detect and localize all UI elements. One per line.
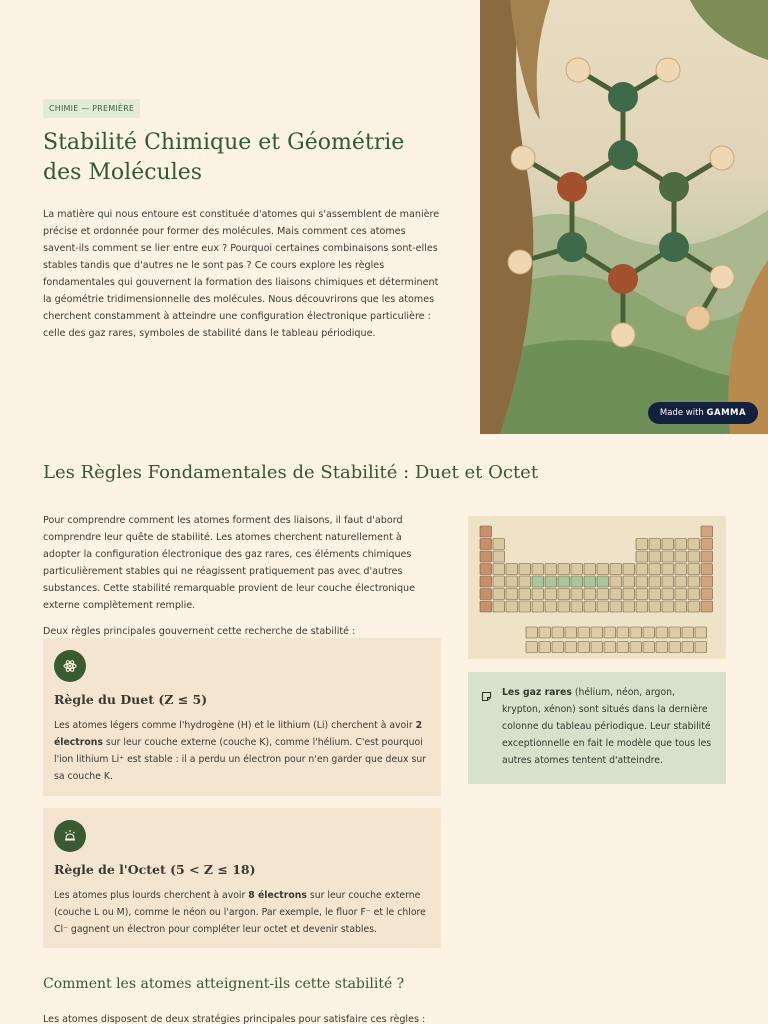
periodic-cell: [571, 564, 583, 575]
badge-brand: GAMMA: [706, 408, 747, 418]
duet-rule-text: Les atomes légers comme l'hydrogène (H) et le lithium (Li) cherchent à avoir 2 électrons sur leur couche externe (couche K), comme l'hélium. C'est pourquoi l'ion lithium Li⁺ est stable : il a perdu un électron pour n'en garder que deux sur sa couche K.: [54, 720, 427, 782]
periodic-cell: [532, 576, 544, 587]
periodic-cell: [545, 576, 557, 587]
periodic-cell: [506, 564, 518, 575]
periodic-cell: [675, 601, 687, 612]
periodic-cell: [610, 564, 622, 575]
periodic-cell: [506, 601, 518, 612]
note-icon: [481, 687, 492, 706]
periodic-cell: [688, 551, 700, 562]
periodic-cell: [675, 576, 687, 587]
periodic-cell: [545, 564, 557, 575]
periodic-cell: [597, 589, 609, 600]
periodic-cell-lanthanide: [539, 642, 551, 653]
periodic-cell-lanthanide: [630, 642, 642, 653]
periodic-cell-lanthanide: [526, 627, 538, 638]
periodic-cell: [480, 526, 492, 537]
periodic-cell: [636, 564, 648, 575]
page-title: Stabilité Chimique et Géométrie des Molécules: [43, 130, 405, 185]
periodic-cell: [558, 564, 570, 575]
periodic-cell: [597, 564, 609, 575]
periodic-cell: [675, 564, 687, 575]
periodic-cell: [506, 576, 518, 587]
periodic-cell-lanthanide: [578, 627, 590, 638]
duet-rule-title: Règle du Duet (Z ≤ 5): [54, 692, 208, 707]
periodic-cell-lanthanide: [630, 627, 642, 638]
periodic-cell: [506, 589, 518, 600]
periodic-cell: [701, 564, 713, 575]
periodic-cell: [636, 601, 648, 612]
subject-tag: CHIMIE — PREMIÈRE: [43, 99, 140, 118]
periodic-cell: [701, 589, 713, 600]
hero-text: [43, 96, 443, 342]
subsection-lead: Les atomes disposent de deux stratégies principales pour satisfaire ces règles :: [43, 1014, 426, 1024]
periodic-cell: [649, 576, 661, 587]
intro-paragraph: La matière qui nous entoure est constituée d'atomes qui s'assemblent de manière précise et ordonnée pour former des molécules. Mais comment ces atomes savent-ils comment se lier entre eux ? Pourquoi certaines combinaisons sont-elles stables tandis que d'autres ne le sont pas ? Ce cours explore les règles fondamentales qui gouvernent la formation des liaisons chimiques et déterminent la géométrie tridimensionnelle des molécules. Nous découvrirons que les atomes cherchent constamment à atteindre une configuration électronique particulière : celle des gaz rares, symboles de stabilité dans le tableau périodique.: [43, 209, 440, 339]
periodic-cell: [623, 576, 635, 587]
noble-gases-callout: [468, 672, 726, 784]
periodic-cell: [649, 589, 661, 600]
periodic-cell: [532, 564, 544, 575]
periodic-cell: [662, 589, 674, 600]
periodic-cell-lanthanide: [565, 627, 577, 638]
made-with-gamma-badge[interactable]: [648, 402, 758, 424]
section-paragraph-1: Pour comprendre comment les atomes forment des liaisons, il faut d'abord comprendre leur quête de stabilité. Les atomes cherchent naturellement à adopter la configuration électronique des gaz rares, ces éléments chimiques particulièrement stables qui ne réagissent pratiquement pas avec d'autres substances. Cette stabilité remarquable provient de leur couche électronique externe complètement remplie.: [43, 515, 416, 611]
periodic-cell: [532, 589, 544, 600]
periodic-cell-lanthanide: [565, 642, 577, 653]
periodic-cell: [675, 539, 687, 550]
periodic-cell-lanthanide: [591, 627, 603, 638]
periodic-cell: [493, 601, 505, 612]
periodic-cell: [597, 576, 609, 587]
periodic-cell: [649, 551, 661, 562]
periodic-cell: [571, 601, 583, 612]
periodic-cell: [519, 576, 531, 587]
duet-rule-card: [43, 638, 441, 796]
periodic-cell: [623, 564, 635, 575]
bell-icon: [54, 820, 86, 852]
periodic-cell: [597, 601, 609, 612]
periodic-cell: [584, 589, 596, 600]
periodic-cell: [493, 539, 505, 550]
periodic-cell-lanthanide: [695, 642, 707, 653]
periodic-cell: [701, 539, 713, 550]
periodic-cell: [519, 589, 531, 600]
molecule-illustration: [480, 0, 768, 434]
periodic-cell: [649, 564, 661, 575]
periodic-cell: [662, 601, 674, 612]
periodic-cell-lanthanide: [656, 627, 668, 638]
periodic-cell: [584, 564, 596, 575]
periodic-cell: [480, 551, 492, 562]
periodic-cell: [545, 589, 557, 600]
periodic-cell-lanthanide: [643, 627, 655, 638]
periodic-cell-lanthanide: [539, 627, 551, 638]
octet-rule-text: Les atomes plus lourds cherchent à avoir 8 électrons sur leur couche externe (couche L ou M), comme le néon ou l'argon. Par exemple, le fluor F⁻ et le chlore Cl⁻ gagnent un électron pour compléter leur octet et devenir stables.: [54, 890, 426, 935]
badge-prefix: Made with: [659, 408, 704, 418]
periodic-cell: [493, 564, 505, 575]
periodic-cell: [636, 576, 648, 587]
periodic-cell: [610, 601, 622, 612]
periodic-cell-lanthanide: [578, 642, 590, 653]
periodic-cell: [558, 576, 570, 587]
periodic-cell: [480, 564, 492, 575]
periodic-cell: [662, 551, 674, 562]
periodic-cell: [480, 589, 492, 600]
periodic-cell: [610, 589, 622, 600]
periodic-cell-lanthanide: [591, 642, 603, 653]
periodic-cell-lanthanide: [695, 627, 707, 638]
periodic-cell: [701, 601, 713, 612]
periodic-cell: [636, 539, 648, 550]
periodic-cell: [558, 589, 570, 600]
periodic-cell: [558, 601, 570, 612]
callout-text: Les gaz rares (hélium, néon, argon, krypton, xénon) sont situés dans la dernière colonne du tableau périodique. Leur stabilité exceptionnelle en fait le modèle que tous les autres atomes tentent d'atteindre.: [502, 687, 712, 766]
periodic-cell: [688, 564, 700, 575]
section-paragraph-2: Deux règles principales gouvernent cette recherche de stabilité :: [43, 626, 356, 637]
section-body: [43, 512, 441, 640]
periodic-cell: [519, 601, 531, 612]
periodic-cell: [493, 576, 505, 587]
octet-rule-card: [43, 808, 441, 948]
subsection-title: Comment les atomes atteignent-ils cette stabilité ?: [43, 976, 405, 992]
atom-icon: [54, 650, 86, 682]
periodic-cell: [545, 601, 557, 612]
periodic-cell: [584, 576, 596, 587]
periodic-cell: [701, 526, 713, 537]
periodic-cell-lanthanide: [682, 627, 694, 638]
periodic-cell: [636, 589, 648, 600]
periodic-cell: [688, 539, 700, 550]
periodic-cell: [662, 539, 674, 550]
periodic-cell: [701, 576, 713, 587]
periodic-cell: [480, 601, 492, 612]
periodic-cell: [688, 576, 700, 587]
periodic-cell: [532, 601, 544, 612]
periodic-cell-lanthanide: [656, 642, 668, 653]
periodic-cell: [571, 589, 583, 600]
periodic-cell: [636, 551, 648, 562]
periodic-cell: [649, 539, 661, 550]
periodic-cell-lanthanide: [604, 642, 616, 653]
periodic-cell-lanthanide: [643, 642, 655, 653]
periodic-cell: [688, 589, 700, 600]
periodic-cell: [623, 601, 635, 612]
periodic-cell-lanthanide: [682, 642, 694, 653]
octet-rule-title: Règle de l'Octet (5 < Z ≤ 18): [54, 862, 256, 877]
periodic-cell-lanthanide: [552, 642, 564, 653]
periodic-cell: [662, 576, 674, 587]
periodic-cell: [675, 589, 687, 600]
periodic-cell: [662, 564, 674, 575]
periodic-cell: [493, 589, 505, 600]
periodic-cell: [610, 576, 622, 587]
periodic-cell-lanthanide: [669, 627, 681, 638]
periodic-cell-lanthanide: [552, 627, 564, 638]
periodic-cell-lanthanide: [604, 627, 616, 638]
periodic-cell: [675, 551, 687, 562]
periodic-cell: [480, 576, 492, 587]
periodic-cell: [480, 539, 492, 550]
section-title: Les Règles Fondamentales de Stabilité : Duet et Octet: [43, 462, 539, 483]
periodic-cell-lanthanide: [617, 642, 629, 653]
periodic-cell: [649, 601, 661, 612]
periodic-cell: [623, 589, 635, 600]
periodic-cell-lanthanide: [669, 642, 681, 653]
periodic-cell: [493, 551, 505, 562]
periodic-cell-lanthanide: [526, 642, 538, 653]
periodic-cell: [571, 576, 583, 587]
periodic-cell-lanthanide: [617, 627, 629, 638]
hero-section: [0, 0, 768, 434]
periodic-cell: [701, 551, 713, 562]
periodic-table-illustration: [468, 516, 726, 659]
periodic-cell: [519, 564, 531, 575]
periodic-cell: [688, 601, 700, 612]
periodic-cell: [584, 601, 596, 612]
